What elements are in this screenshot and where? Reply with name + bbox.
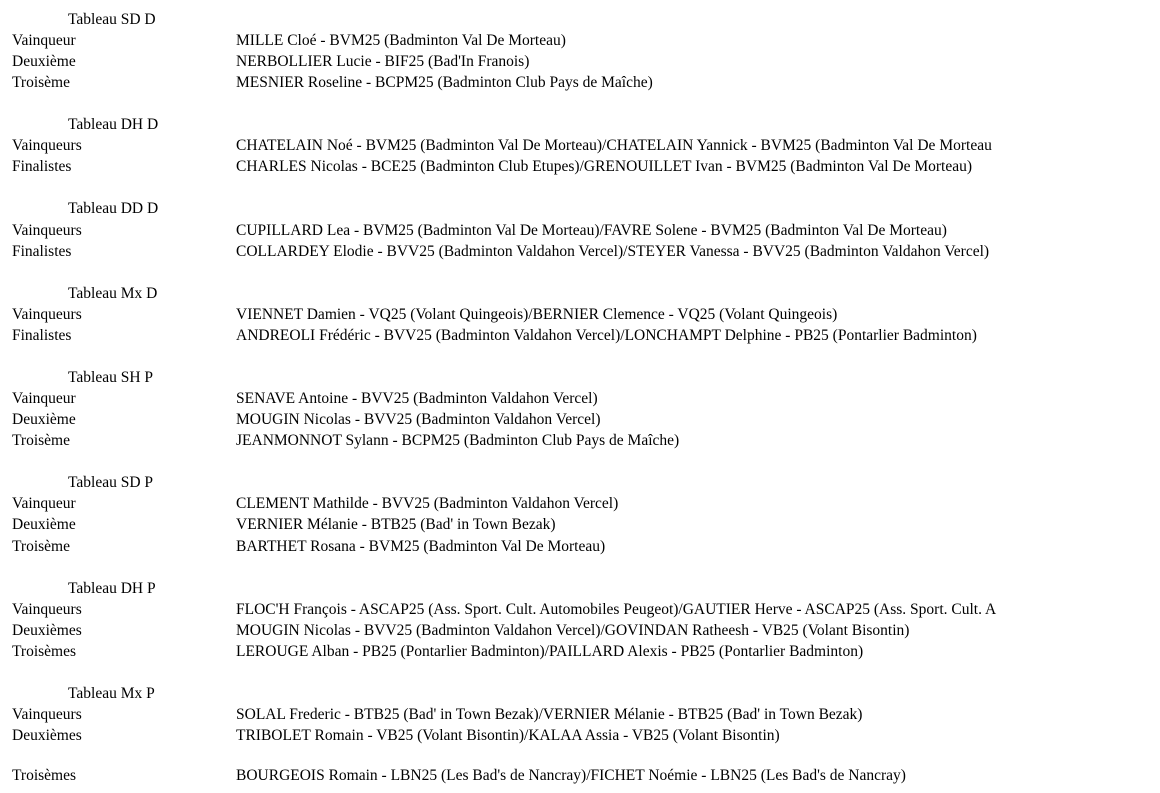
row-value: CLEMENT Mathilde - BVV25 (Badminton Valdahon Vercel) xyxy=(236,495,619,512)
row-value: MOUGIN Nicolas - BVV25 (Badminton Valdahon Vercel) xyxy=(236,411,601,428)
row-label: Deuxième xyxy=(12,516,76,533)
row-value: NERBOLLIER Lucie - BIF25 (Bad'In Franois) xyxy=(236,53,530,70)
row-label: Troisème xyxy=(12,432,70,449)
row-value: BARTHET Rosana - BVM25 (Badminton Val De Morteau) xyxy=(236,538,606,555)
row-value: CHATELAIN Noé - BVM25 (Badminton Val De Morteau)/CHATELAIN Yannick - BVM25 (Badminton Val De Morteau xyxy=(236,137,992,154)
row-value: MESNIER Roseline - BCPM25 (Badminton Club Pays de Maîche) xyxy=(236,74,653,91)
section-title: Tableau Mx D xyxy=(68,285,158,302)
section-title: Tableau SD P xyxy=(68,474,154,491)
row-value: BOURGEOIS Romain - LBN25 (Les Bad's de Nancray)/FICHET Noémie - LBN25 (Les Bad's de Nancray) xyxy=(236,767,906,784)
row-label: Troisèmes xyxy=(12,643,77,660)
row-label: Vainqueurs xyxy=(12,306,82,323)
row-value: JEANMONNOT Sylann - BCPM25 (Badminton Club Pays de Maîche) xyxy=(236,432,680,449)
row-value: SENAVE Antoine - BVV25 (Badminton Valdahon Vercel) xyxy=(236,390,598,407)
section-title: Tableau DD D xyxy=(68,200,159,217)
section-title: Tableau DH P xyxy=(68,580,156,597)
row-value: LEROUGE Alban - PB25 (Pontarlier Badminton)/PAILLARD Alexis - PB25 (Pontarlier Badminton) xyxy=(236,643,864,660)
row-label: Deuxièmes xyxy=(12,622,82,639)
row-value: MILLE Cloé - BVM25 (Badminton Val De Morteau) xyxy=(236,32,566,49)
row-label: Vainqueurs xyxy=(12,137,82,154)
row-label: Finalistes xyxy=(12,243,72,260)
section-title: Tableau DH D xyxy=(68,116,159,133)
row-label: Troisème xyxy=(12,74,70,91)
row-label: Deuxième xyxy=(12,411,76,428)
row-label: Deuxièmes xyxy=(12,727,82,744)
row-label: Vainqueur xyxy=(12,390,76,407)
row-label: Troisème xyxy=(12,538,70,555)
row-value: COLLARDEY Elodie - BVV25 (Badminton Valdahon Vercel)/STEYER Vanessa - BVV25 (Badminton Valdahon Vercel) xyxy=(236,243,990,260)
row-value: CUPILLARD Lea - BVM25 (Badminton Val De Morteau)/FAVRE Solene - BVM25 (Badminton Val De Morteau) xyxy=(236,222,947,239)
row-value: VERNIER Mélanie - BTB25 (Bad' in Town Bezak) xyxy=(236,516,556,533)
row-value: VIENNET Damien - VQ25 (Volant Quingeois)/BERNIER Clemence - VQ25 (Volant Quingeois) xyxy=(236,306,838,323)
section-title: Tableau Mx P xyxy=(68,685,155,702)
row-label: Troisèmes xyxy=(12,767,77,784)
row-value: ANDREOLI Frédéric - BVV25 (Badminton Valdahon Vercel)/LONCHAMPT Delphine - PB25 (Pontarlier Badminton) xyxy=(236,327,977,344)
section-title: Tableau SH P xyxy=(68,369,154,386)
row-label: Vainqueurs xyxy=(12,601,82,618)
row-label: Finalistes xyxy=(12,158,72,175)
row-label: Finalistes xyxy=(12,327,72,344)
row-value: TRIBOLET Romain - VB25 (Volant Bisontin)/KALAA Assia - VB25 (Volant Bisontin) xyxy=(236,727,780,744)
section-title: Tableau SD D xyxy=(68,11,156,28)
row-value: MOUGIN Nicolas - BVV25 (Badminton Valdahon Vercel)/GOVINDAN Ratheesh - VB25 (Volant Bisontin) xyxy=(236,622,910,639)
row-label: Deuxième xyxy=(12,53,76,70)
row-label: Vainqueurs xyxy=(12,222,82,239)
row-label: Vainqueur xyxy=(12,495,76,512)
row-label: Vainqueurs xyxy=(12,706,82,723)
row-value: FLOC'H François - ASCAP25 (Ass. Sport. Cult. Automobiles Peugeot)/GAUTIER Herve - ASCAP25 (Ass. Sport. Cult. A xyxy=(236,601,997,618)
row-value: CHARLES Nicolas - BCE25 (Badminton Club Etupes)/GRENOUILLET Ivan - BVM25 (Badminton Val De Morteau) xyxy=(236,158,973,175)
row-label: Vainqueur xyxy=(12,32,76,49)
row-value: SOLAL Frederic - BTB25 (Bad' in Town Bezak)/VERNIER Mélanie - BTB25 (Bad' in Town Bezak) xyxy=(236,706,863,723)
